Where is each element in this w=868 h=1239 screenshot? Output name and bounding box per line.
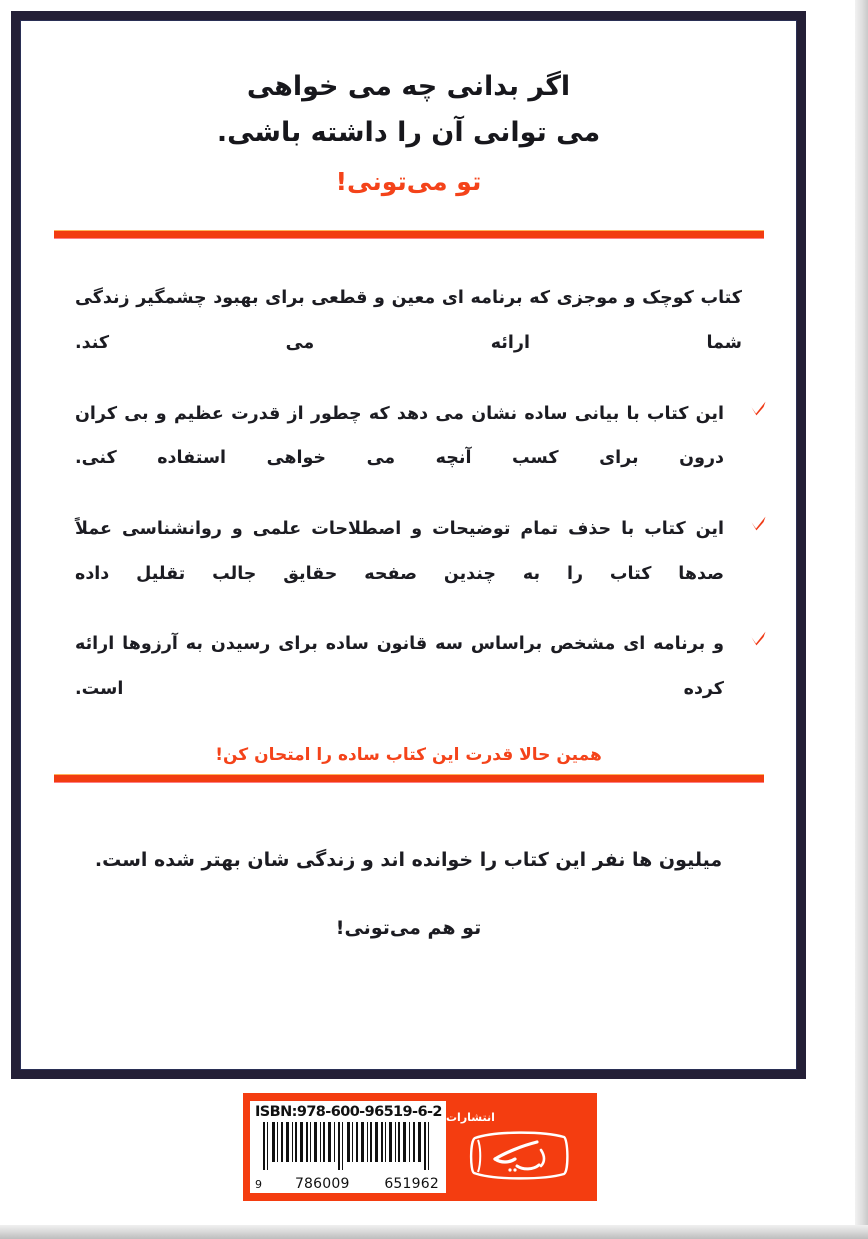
bullet-text-3: و برنامه ای مشخص براساس سه قانون ساده برای رسیدن به آرزوها ارائه کرده است. — [75, 634, 724, 699]
footer-block — [20, 782, 797, 950]
publisher-logo-icon — [465, 1126, 573, 1184]
footer-line-2: تو هم می‌تونی! — [335, 917, 482, 940]
barcode-group-right: 651962 — [384, 1176, 439, 1192]
footer-line-1: میلیون ها نفر این کتاب را خوانده اند و زندگی شان بهتر شده است. — [94, 849, 723, 872]
body-block — [20, 238, 797, 765]
headline-block — [20, 20, 797, 203]
ean13-barcode-icon — [255, 1122, 441, 1174]
bullet-item-3 — [50, 622, 767, 711]
check-icon — [750, 630, 767, 647]
publisher-block — [446, 1111, 591, 1184]
intro-paragraph: کتاب کوچک و موجزی که برنامه ای معین و قطعی برای بهبود چشمگیر زندگی شما ارائه می کند. — [75, 288, 742, 353]
publisher-kicker-label: انتشارات — [446, 1110, 495, 1124]
bullet-item-2 — [50, 507, 767, 596]
divider-top — [54, 231, 764, 238]
scan-edge-right — [855, 0, 868, 1239]
headline-accent-line: تو می‌تونی! — [335, 166, 482, 196]
cover-frame — [11, 11, 806, 1079]
check-icon — [750, 400, 767, 417]
barcode-lead-digit: 9 — [255, 1178, 263, 1191]
bullet-text-2: این کتاب با حذف تمام توضیحات و اصطلاحات علمی و روانشناسی عملاً صدها کتاب را به چندین صفحه حقایق جالب تقلیل داده — [75, 518, 724, 584]
divider-bottom — [54, 775, 764, 782]
barcode-group-left: 786009 — [294, 1176, 350, 1192]
headline-line-1: اگر بدانی چه می خواهی — [246, 71, 571, 102]
headline-line-2: می توانی آن را داشته باشی. — [216, 117, 601, 149]
call-to-action-text: همین حالا قدرت این کتاب ساده را امتحان کن! — [215, 745, 602, 766]
scan-edge-bottom — [0, 1225, 868, 1239]
bullet-text-1: این کتاب با بیانی ساده نشان می دهد که چطور از قدرت عظیم و بی کران درون برای کسب آنچه می خواهی استفاده کنی. — [75, 403, 724, 469]
barcode-area — [255, 1122, 441, 1191]
isbn-label: ISBN:978-600-96519-6-2 — [255, 1104, 442, 1120]
bullet-item-1 — [50, 392, 767, 481]
barcode-strip — [243, 1093, 597, 1201]
cover-content — [20, 20, 797, 1070]
barcode-digits — [255, 1176, 441, 1192]
check-icon — [750, 515, 767, 532]
isbn-box — [250, 1101, 446, 1193]
